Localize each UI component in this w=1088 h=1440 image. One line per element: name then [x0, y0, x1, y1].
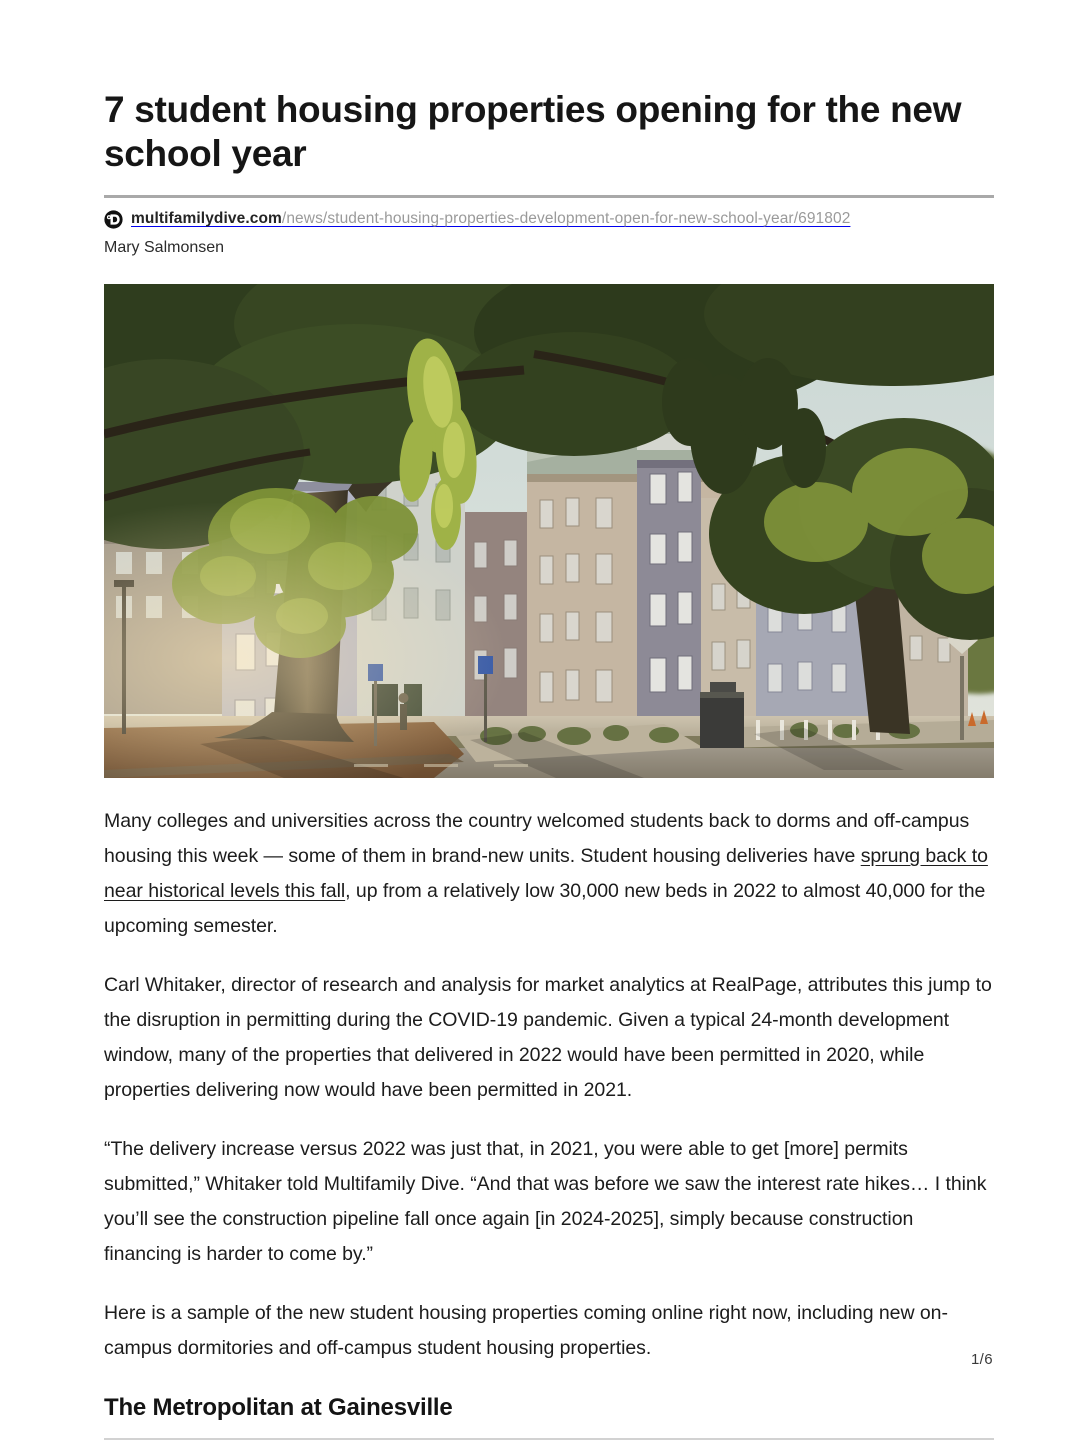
paragraph-1-text-a: Many colleges and universities across the country welcomed students back to dorms and off-campus housing this week — some of them in brand-new units. Student housing deliveries have: [104, 810, 970, 868]
paragraph-1-text-b: , up from a relatively low 30,000 new beds in 2022 to almost 40,000 for the upcoming semester.: [104, 880, 986, 938]
multifamily-dive-logo-icon: [104, 210, 123, 229]
source-domain: multifamilydive.com: [131, 210, 282, 228]
page-title: 7 student housing properties opening for the new school year: [104, 89, 962, 174]
section-heading-metropolitan-gainesville: The Metropolitan at Gainesville: [104, 1394, 453, 1422]
byline-author: Mary Salmonsen: [104, 239, 225, 257]
paragraph-2: Carl Whitaker, director of research and analysis for market analytics at RealPage, attributes this jump to the disruption in permitting during the COVID-19 pandemic. Given a typical 24-month development window, many of the properties that delivered in 2022 would have been permitted in 2020, while properties delivering now would have been permitted in 2021.: [104, 974, 992, 1102]
inline-link-student-housing-deliveries[interactable]: sprung back to near historical levels this fall: [104, 845, 988, 903]
paragraph-1: [104, 804, 994, 944]
hero-image: [104, 284, 994, 778]
title-divider: [104, 195, 994, 198]
source-url-link[interactable]: [131, 209, 850, 229]
paragraph-4: Here is a sample of the new student housing properties coming online right now, including new on-campus dormitories and off-campus student housing properties.: [104, 1302, 948, 1360]
article-body: [104, 804, 994, 1366]
source-path: /news/student-housing-properties-development-open-for-new-school-year/691802: [281, 210, 851, 228]
source-line: [104, 207, 994, 231]
page-number: 1/6: [970, 1351, 993, 1368]
article-content: [104, 88, 994, 1440]
paragraph-3: “The delivery increase versus 2022 was just that, in 2021, you were able to get [more] permits submitted,” Whitaker told Multifamily Dive. “And that was before we saw the interest rate hikes… I think you’ll see the construction pipeline fall once again [in 2024-2025], simply because construction financing is harder to come by.”: [104, 1138, 987, 1266]
